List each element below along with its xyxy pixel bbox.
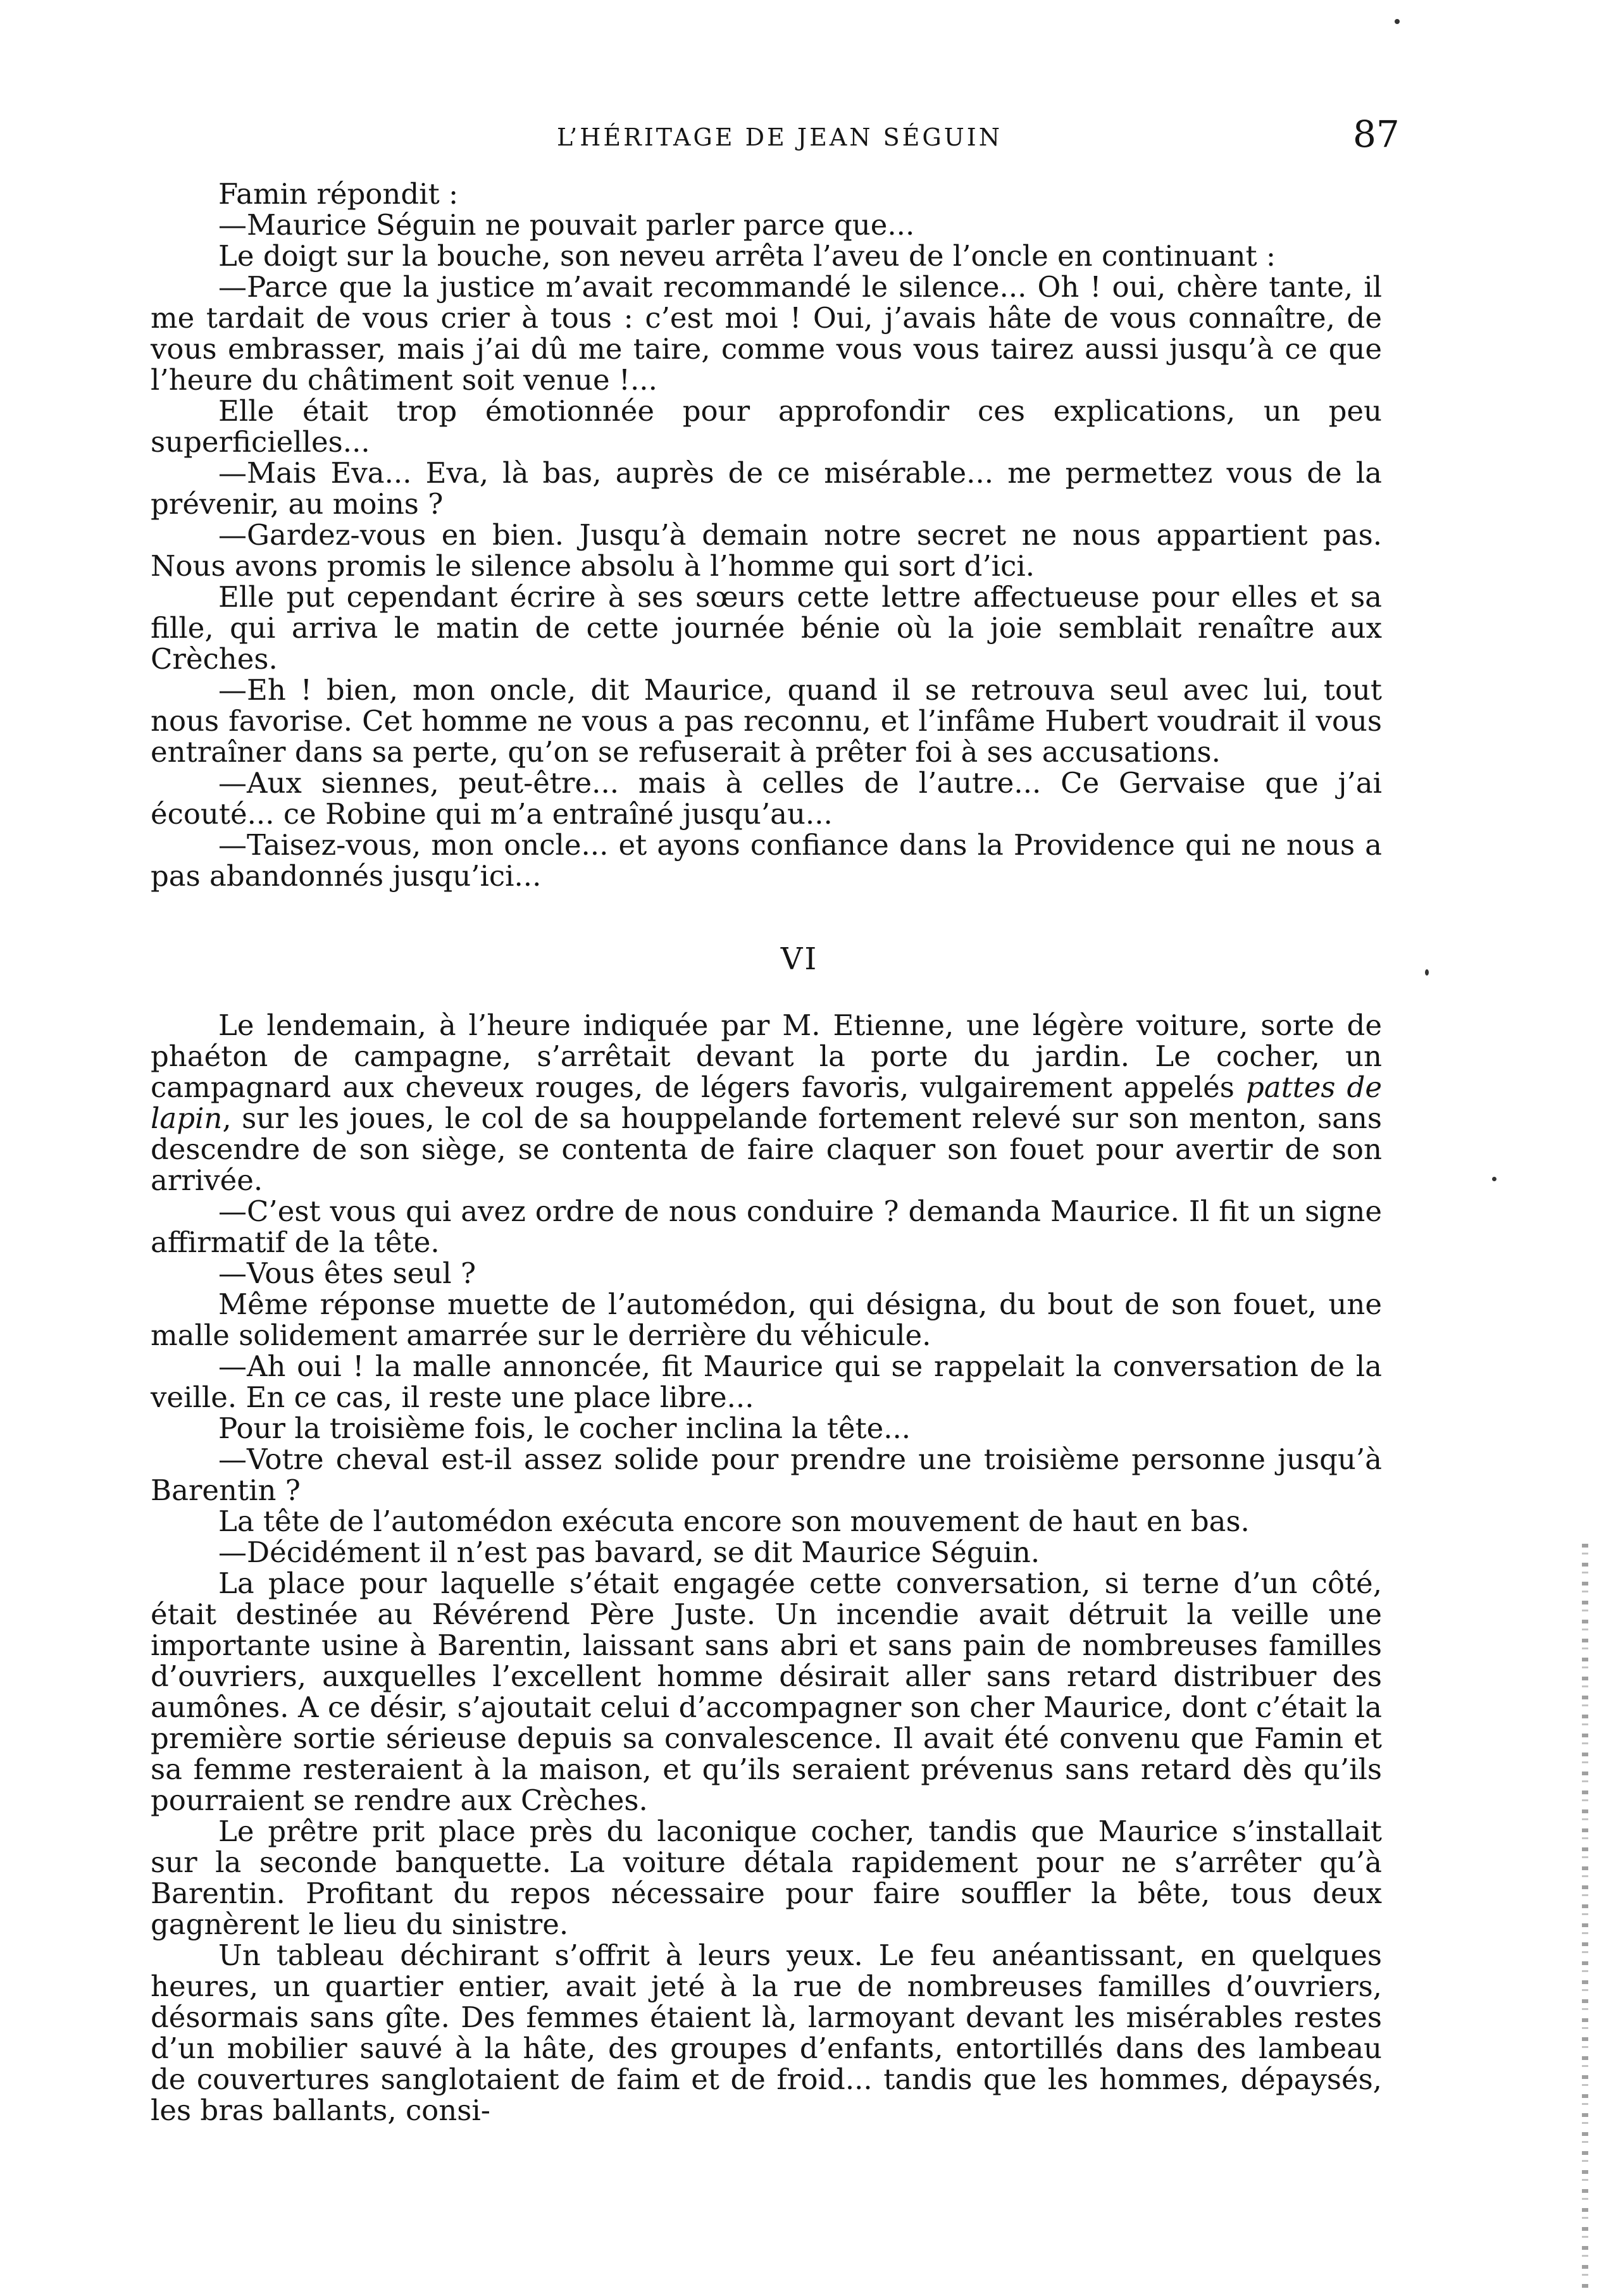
- scan-speck: [1395, 19, 1400, 24]
- paragraph: Même réponse muette de l’automédon, qui désigna, du bout de son fouet, une malle solidement amarrée sur le derrière du véhicule.: [151, 1288, 1382, 1352]
- paragraph: —Votre cheval est-il assez solide pour prendre une troisième personne jusqu’à Barentin ?: [151, 1443, 1382, 1507]
- paragraph: Pour la troisième fois, le cocher inclina la tête...: [218, 1412, 911, 1445]
- paragraph: [151, 1010, 1382, 1196]
- text-run: , sur les joues, le col de sa houppelande fortement relevé sur son menton, sans descendre de son siège, se contenta de faire claquer son fouet pour avertir de son arrivée.: [151, 1101, 1382, 1197]
- scan-speck: [1492, 1177, 1496, 1181]
- text-block-part2: [151, 1010, 1382, 2126]
- paragraph: La place pour laquelle s’était engagée cette conversation, si terne d’un côté, était destinée au Révérend Père Juste. Un incendie avait détruit la veille une importante usine à Barentin, laissant sans abri et sans pain de nombreuses familles d’ouvriers, auxquelles l’excellent homme désirait aller sans retard distribuer des aumônes. A ce désir, s’ajoutait celui d’accompagner son cher Maurice, dont c’était la première sortie sérieuse depuis sa convalescence. Il avait été convenu que Famin et sa femme resteraient à la maison, et qu’ils seraient prévenus sans retard dès qu’ils pourraient se rendre aux Crèches.: [151, 1567, 1382, 1817]
- text-block-part1: [151, 178, 1382, 891]
- paragraph: —C’est vous qui avez ordre de nous conduire ? demanda Maurice. Il fit un signe affirmatif de la tête.: [151, 1195, 1382, 1259]
- paragraph: Elle était trop émotionnée pour approfondir ces explications, un peu superficielles...: [151, 394, 1382, 459]
- paragraph: Famin répondit :: [218, 177, 459, 211]
- scan-speck: [1425, 969, 1429, 976]
- paragraph: —Mais Eva... Eva, là bas, auprès de ce misérable... me permettez vous de la prévenir, au moins ?: [151, 456, 1382, 521]
- paragraph: —Vous êtes seul ?: [218, 1257, 476, 1290]
- paragraph: Elle put cependant écrire à ses sœurs cette lettre affectueuse pour elles et sa fille, qui arriva le matin de cette journée bénie où la joie semblait renaître aux Crèches.: [151, 580, 1382, 676]
- paragraph: —Parce que la justice m’avait recommandé le silence... Oh ! oui, chère tante, il me tardait de vous crier à tous : c’est moi ! Oui, j’avais hâte de vous connaître, de vous embrasser, mais j’ai dû me taire, comme vous vous tairez aussi jusqu’à ce que l’heure du châtiment soit venue !...: [151, 270, 1382, 397]
- paragraph: —Ah oui ! la malle annoncée, fit Maurice qui se rappelait la conversation de la veille. En ce cas, il reste une place libre...: [151, 1350, 1382, 1414]
- running-title: L’HÉRITAGE DE JEAN SÉGUIN: [557, 123, 1003, 151]
- paragraph: —Décidément il n’est pas bavard, se dit Maurice Séguin.: [218, 1536, 1040, 1569]
- paragraph: —Taisez-vous, mon oncle... et ayons confiance dans la Providence qui ne nous a pas abandonnés jusqu’ici...: [151, 828, 1382, 893]
- paragraph: —Maurice Séguin ne pouvait parler parce que...: [218, 208, 915, 242]
- text-run: Le lendemain, à l’heure indiquée par M. Etienne, une légère voiture, sorte de phaéton de campagne, s’arrêtait devant la porte du jardin. Le cocher, un campagnard aux cheveux rouges, de légers favoris, vulgairement appelés: [151, 1008, 1382, 1104]
- paragraph: —Gardez-vous en bien. Jusqu’à demain notre secret ne nous appartient pas. Nous avons promis le silence absolu à l’homme qui sort d’ici.: [151, 518, 1382, 583]
- scan-edge-artifact: [1582, 1544, 1588, 2290]
- paragraph: Un tableau déchirant s’offrit à leurs yeux. Le feu anéantissant, en quelques heures, un quartier entier, avait jeté à la rue de nombreuses familles d’ouvriers, désormais sans gîte. Des femmes étaient là, larmoyant devant les misérables restes d’un mobilier sauvé à la hâte, des groupes d’enfants, entortillés dans des lambeau de couvertures sanglotaient de faim et de froid... tandis que les hommes, dépaysés, les bras ballants, consi-: [151, 1939, 1382, 2127]
- paragraph: Le prêtre prit place près du laconique cocher, tandis que Maurice s’installait sur la seconde banquette. La voiture détala rapidement pour ne s’arrêter qu’à Barentin. Profitant du repos nécessaire pour faire souffler la bête, tous deux gagnèrent le lieu du sinistre.: [151, 1815, 1382, 1941]
- paragraph: —Eh ! bien, mon oncle, dit Maurice, quand il se retrouva seul avec lui, tout nous favorise. Cet homme ne vous a pas reconnu, et l’infâme Hubert voudrait il vous entraîner dans sa perte, qu’on se refuserait à prêter foi à ses accusations.: [151, 673, 1382, 769]
- paragraph: La tête de l’automédon exécuta encore son mouvement de haut en bas.: [218, 1505, 1250, 1538]
- italic-phrase: pattes de lapin: [151, 1070, 1382, 1135]
- paragraph: Le doigt sur la bouche, son neveu arrêta l’aveu de l’oncle en continuant :: [218, 239, 1276, 273]
- section-heading: VI: [780, 941, 819, 977]
- page-number: 87: [1353, 113, 1400, 156]
- paragraph: —Aux siennes, peut-être... mais à celles de l’autre... Ce Gervaise que j’ai écouté... ce Robine qui m’a entraîné jusqu’au...: [151, 766, 1382, 831]
